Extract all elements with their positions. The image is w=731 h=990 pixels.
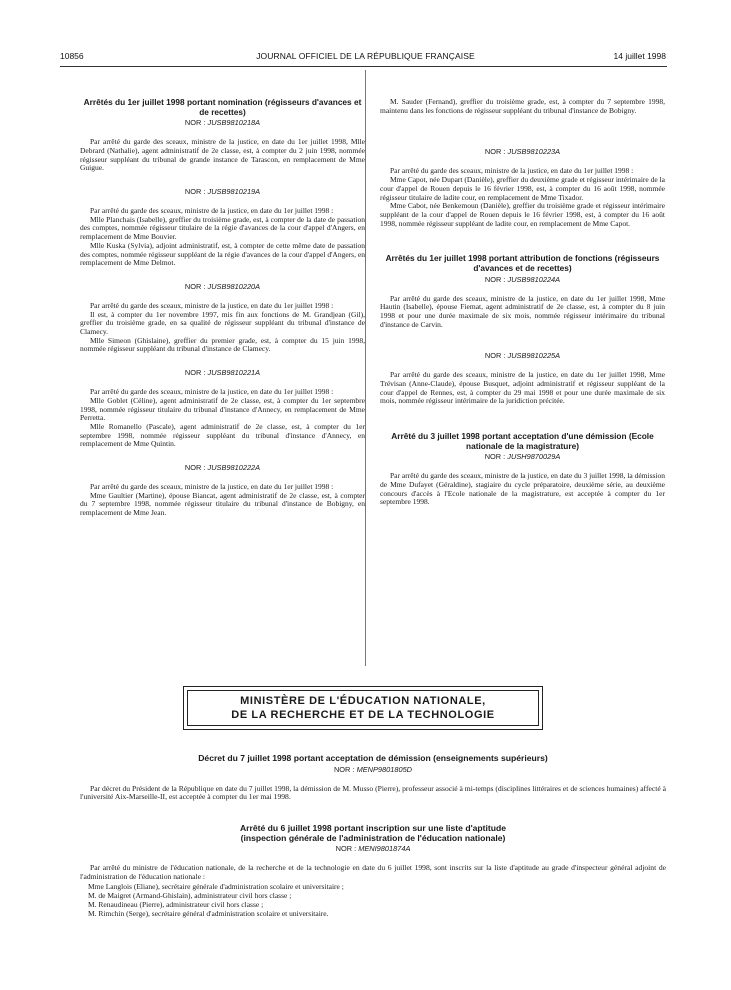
ministry-name-line1: MINISTÈRE DE L'ÉDUCATION NATIONALE,	[240, 695, 486, 707]
column-divider	[365, 70, 366, 666]
section-title: Arrêtés du 1er juillet 1998 portant nomination (régisseurs d'avances et de recettes)	[83, 97, 362, 117]
nor-reference: NOR : MENI9801874A	[335, 844, 411, 854]
nor-code: JUSB9810218A	[207, 118, 261, 128]
nor-reference: NOR : JUSH9870029A	[484, 452, 561, 462]
nor-code: JUSB9810224A	[507, 274, 561, 284]
nor-code: JUSB9810220A	[207, 281, 261, 291]
paragraph: Par arrêté du garde des sceaux, ministre de la justice, en date du 1er juillet 1998, Mme Trévisan (Anne-Claude), épouse Busquet, adjoint administratif et régisseur suppléant de la cour d'appel de Rennes, est, à compter du 29 mai 1998 et pour une durée maximale de six mois, nommée régisseur intérimaire de la juridiction précitée.	[380, 370, 665, 406]
list-item: M. de Maigret (Armand-Ghislain), administrateur civil hors classe ;	[88, 890, 292, 900]
nor-code: JUSB9810225A	[507, 351, 561, 361]
right-column	[380, 98, 665, 507]
nor-reference: NOR : MENP9801805D	[333, 764, 413, 774]
nor-reference: NOR : JUSB9810220A	[184, 281, 261, 291]
header-rule	[60, 66, 667, 67]
nor-reference: NOR : JUSB9810225A	[484, 351, 561, 361]
ministry-inner-frame	[187, 690, 539, 726]
paragraph: Mme Gaultier (Martine), épouse Biancat, agent administratif de 2e classe, est, à compter du 7 septembre 1998, nommée régisseur titulaire du tribunal d'instance de Bobigny, en remplacement de Mme Jean.	[80, 490, 365, 518]
paragraph: Mlle Goblet (Céline), agent administratif de 2e classe, est, à compter du 1er septembre 1998, nommée régisseur titulaire du tribunal d'instance d'Annecy, en remplacement de Mme Perretta.	[80, 395, 365, 423]
paragraph: Mlle Romanello (Pascale), agent administratif de 2e classe, est, à compter du 1er septembre 1998, nommée régisseur suppléant du tribunal d'instance d'Annecy, en remplacement de Mme Quintin.	[80, 421, 365, 449]
paragraph: Mlle Simeon (Ghislaine), greffier du premier grade, est, à compter du 15 juin 1998, nommée régisseur suppléant du tribunal d'instance de Clamecy.	[80, 335, 365, 354]
paragraph: Par arrêté du garde des sceaux, ministre de la justice, en date du 3 juillet 1998, la démission de Mme Dufayet (Géraldine), stagiaire du cycle préparatoire, deuxième série, au deuxième concours d'accès à l'Ecole nationale de la magistrature, est acceptée à compter du 1er septembre 1998.	[380, 471, 665, 507]
aptitude-section	[80, 824, 666, 918]
nor-reference: NOR : JUSB9810218A	[184, 118, 261, 128]
list-item: M. Rimchin (Serge), secrétaire général d'administration scolaire et universitaire.	[88, 908, 329, 918]
issue-date: 14 juillet 1998	[613, 51, 666, 61]
section-title: Décret du 7 juillet 1998 portant acceptation de démission (enseignements supérieurs)	[198, 753, 548, 763]
paragraph: Par arrêté du ministre de l'éducation nationale, de la recherche et de la technologie en date du 6 juillet 1998, sont inscrits sur la liste d'aptitude au grade d'inspecteur général adjoint de l'administration de l'éducation nationale :	[80, 863, 666, 881]
nor-code: JUSB9810222A	[207, 463, 261, 473]
section-title-line1: Arrêté du 6 juillet 1998 portant inscription sur une liste d'aptitude	[239, 823, 507, 833]
left-column	[80, 98, 365, 518]
nor-reference: NOR : JUSB9810219A	[184, 187, 261, 196]
page-number: 10856	[60, 51, 84, 61]
paragraph: Par arrêté du garde des sceaux, ministre de la justice, en date du 1er juillet 1998, Mme Hautin (Isabelle), épouse Fiemat, agent administratif de 2e classe, est, à compter du 8 juin 1998 et pour une durée maximale de six mois, nommée régisseur intérimaire du tribunal d'instance de Carvin.	[380, 293, 665, 329]
journal-title: JOURNAL OFFICIEL DE LA RÉPUBLIQUE FRANÇAISE	[256, 51, 475, 61]
nor-reference: NOR : JUSB9810222A	[184, 463, 261, 473]
nor-code: JUSB9810221A	[207, 368, 261, 378]
paragraph: Il est, à compter du 1er novembre 1997, mis fin aux fonctions de M. Grandjean (Gil), greffier du troisième grade, en sa qualité de régisseur suppléant du tribunal d'instance de Clamecy.	[80, 309, 365, 337]
paragraph: M. Sauder (Fernand), greffier du troisième grade, est, à compter du 7 septembre 1998, maintenu dans les fonctions de régisseur suppléant du tribunal d'instance de Bobigny.	[380, 97, 665, 115]
nor-code: JUSH9870029A	[507, 452, 561, 462]
decret-section	[80, 754, 666, 802]
paragraph: Par arrêté du garde des sceaux, ministre de la justice, en date du 1er juillet 1998, Mlle Debrard (Nathalie), agent administratif de 2e classe, est, à compter du 2 juin 1998, nommée régisseur suppléant du tribunal de grande instance de Tarascon, en remplacement de Mme Guigue.	[80, 137, 365, 173]
nor-code: MENP9801805D	[356, 764, 413, 774]
section-title: Arrêtés du 1er juillet 1998 portant attribution de fonctions (régisseurs d'avances et de recettes)	[385, 253, 660, 273]
paragraph: Par arrêté du garde des sceaux, ministre de la justice, en date du 1er juillet 1998 :	[390, 166, 634, 176]
section-title: Arrêté du 3 juillet 1998 portant acceptation d'une démission (Ecole nationale de la magistrature)	[391, 431, 654, 451]
nor-reference: NOR : JUSB9810224A	[484, 274, 561, 284]
ministry-heading-box	[183, 686, 543, 730]
paragraph: Mme Capot, née Dupart (Danièle), greffier du deuxième grade et régisseur intérimaire de la cour d'appel de Rouen depuis le 16 février 1998, est, à compter du 16 août 1998, nommée régisseur titulaire de ladite cour, en remplacement de Mme Tixador.	[380, 175, 665, 202]
aptitude-list	[80, 882, 666, 918]
nor-code: MENI9801874A	[358, 844, 411, 854]
paragraph: Par décret du Président de la République en date du 7 juillet 1998, la démission de M. Musso (Pierre), professeur associé à mi-temps (disciplines littéraires et de sciences humaines) affecté à l'université Aix-Marseille-II, est acceptée à compter du 1er mai 1998.	[80, 783, 666, 802]
list-item: Mme Langlois (Eliane), secrétaire générale d'administration scolaire et universitaire ;	[88, 881, 344, 891]
nor-code: JUSB9810219A	[207, 187, 261, 196]
ministry-name-line2: DE LA RECHERCHE ET DE LA TECHNOLOGIE	[231, 709, 495, 721]
page-header	[0, 51, 731, 65]
paragraph: Par arrêté du garde des sceaux, ministre de la justice, en date du 1er juillet 1998 :	[90, 482, 334, 492]
paragraph: Par arrêté du garde des sceaux, ministre de la justice, en date du 1er juillet 1998 :	[90, 387, 334, 397]
nor-reference: NOR : JUSB9810221A	[184, 368, 261, 378]
paragraph: Mlle Planchais (Isabelle), greffier du troisième grade, est, à compter de la date de passation des comptes, nommée régisseur titulaire de la régie d'avances de la cour d'appel d'Angers, en remplacement de Mme Bouvier.	[80, 214, 365, 242]
nor-reference: NOR : JUSB9810223A	[484, 147, 561, 157]
paragraph: Par arrêté du garde des sceaux, ministre de la justice, en date du 1er juillet 1998 :	[90, 206, 334, 215]
list-item: M. Renaudineau (Pierre), administrateur civil hors classe ;	[88, 899, 264, 909]
nor-code: JUSB9810223A	[507, 147, 561, 157]
paragraph: Mlle Kuska (Sylvia), adjoint administratif, est, à compter de cette même date de passation des comptes, nommée régisseur suppléant de la régie d'avances de la cour d'appel d'Angers, en remplacement de Mme Delmot.	[80, 240, 365, 268]
paragraph: Par arrêté du garde des sceaux, ministre de la justice, en date du 1er juillet 1998 :	[90, 300, 334, 310]
paragraph: Mme Cabot, née Benkemoun (Danièle), greffier du troisième grade et régisseur intérimaire suppléant de la cour d'appel de Rouen depuis le 16 février 1998, est, à compter du 16 août 1998, nommée régisseur suppléant de ladite cour, en remplacement de Mme Capot.	[380, 201, 665, 228]
section-title-line2: (inspection générale de l'administration de l'éducation nationale)	[240, 832, 506, 843]
